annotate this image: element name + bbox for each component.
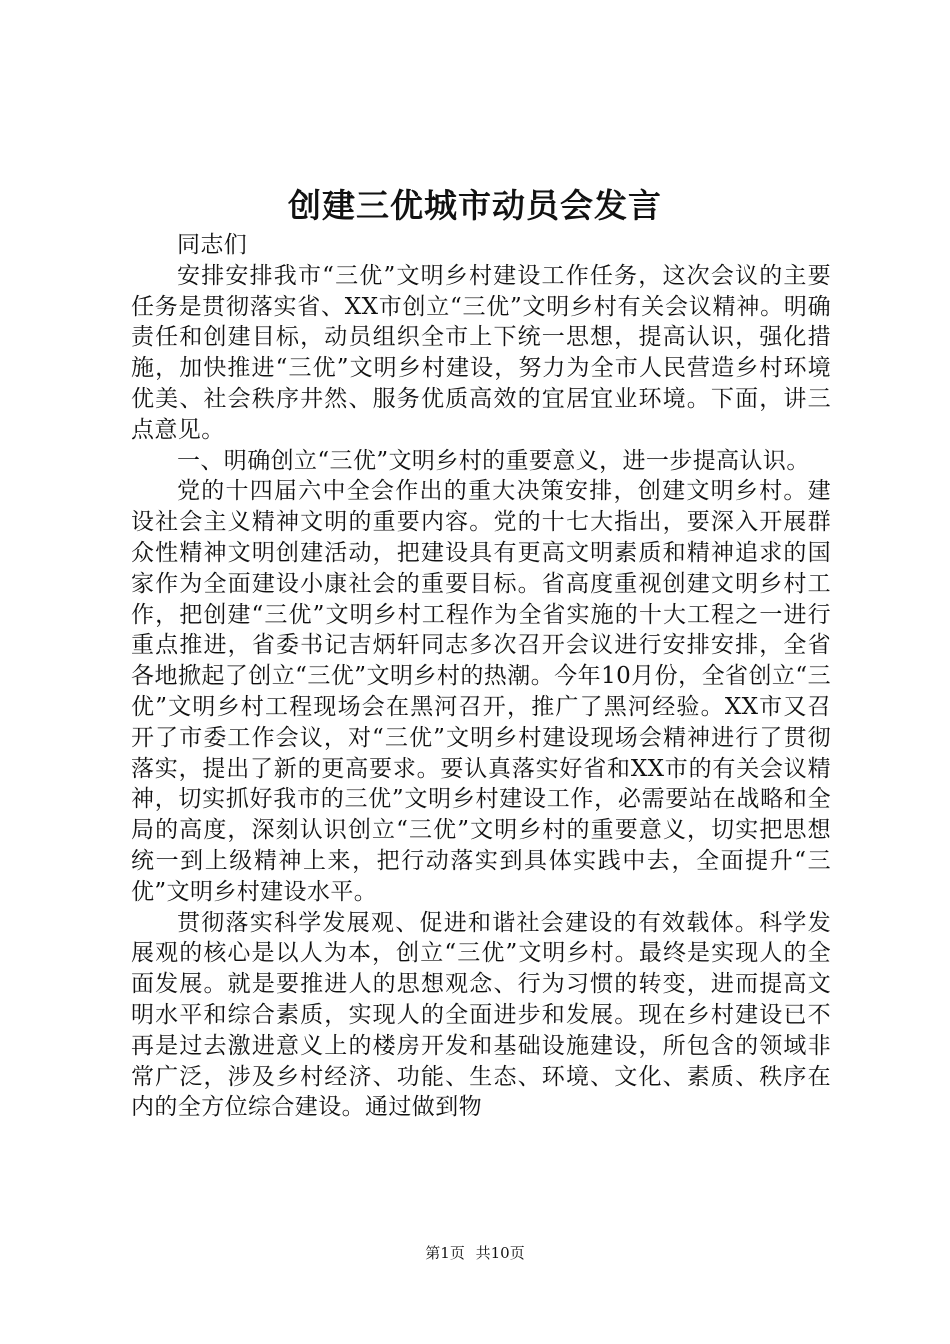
body-paragraph: 贯彻落实科学发展观、促进和谐社会建设的有效载体。科学发展观的核心是以人为本，创立“三优”文明乡村。最终是实现人的全面发展。就是要推进人的思想观念、行为习惯的转变，进而提高文明水平和综合素质，实现人的全面进步和发展。现在乡村建设已不再是过去激进意义上的楼房开发和基础设施建设，所包含的领域非常广泛，涉及乡村经济、功能、生态、环境、文化、素质、秩序在内的全方位综合建设。通过做到物: [131, 909, 831, 1121]
intro-paragraph: 安排安排我市“三优”文明乡村建设工作任务，这次会议的主要任务是贯彻落实省、XX市创立“三优”文明乡村有关会议精神。明确责任和创建目标，动员组织全市上下统一思想，提高认识，强化措施，加快推进“三优”文明乡村建设，努力为全市人民营造乡村环境优美、社会秩序井然、服务优质高效的宜居宜业环境。下面，讲三点意见。: [131, 262, 831, 443]
salutation-paragraph: 同志们: [177, 232, 248, 258]
body-paragraph: 党的十四届六中全会作出的重大决策安排，创建文明乡村。建设社会主义精神文明的重要内容。党的十七大指出，要深入开展群众性精神文明创建活动，把建设具有更高文明素质和精神追求的国家作为全面建设小康社会的重要目标。省高度重视创建文明乡村工作，把创建“三优”文明乡村工程作为全省实施的十大工程之一进行重点推进，省委书记吉炳轩同志多次召开会议进行安排安排，全省各地掀起了创立“三优”文明乡村的热潮。今年10月份，全省创立“三优”文明乡村工程现场会在黑河召开，推广了黑河经验。XX市又召开了市委工作会议，对“三优”文明乡村建设现场会精神进行了贯彻落实，提出了新的更高要求。要认真落实好省和XX市的有关会议精神，切实抓好我市的三优”文明乡村建设工作，必需要站在战略和全局的高度，深刻认识创立“三优”文明乡村的重要意义，切实把思想统一到上级精神上来，把行动落实到具体实践中去，全面提升“三优”文明乡村建设水平。: [131, 478, 831, 905]
document-body: [131, 230, 831, 1123]
page-total: 共10页: [475, 1244, 525, 1262]
document-title: 创建三优城市动员会发言: [288, 186, 662, 225]
page-number: 第1页: [425, 1244, 465, 1262]
page-footer: [0, 1243, 950, 1263]
section-heading-1: 一、明确创立“三优”文明乡村的重要意义，进一步提高认识。: [177, 447, 810, 474]
